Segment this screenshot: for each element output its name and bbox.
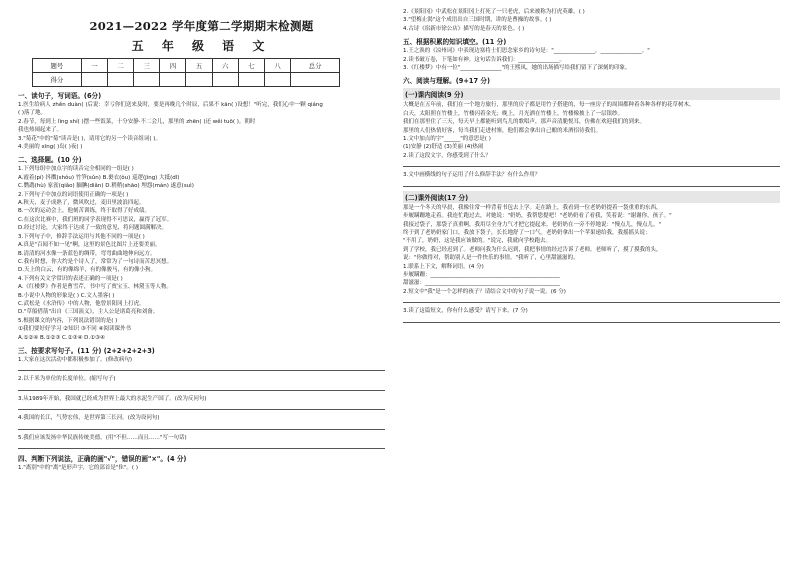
question-line: B.一次的运动会上，他刻苦训练，终于取得了好成绩。 — [18, 208, 151, 215]
question-line: 3."菊花"中的"菊"读音是( )，请用它的另一个读音组词( )。 — [18, 135, 161, 142]
question-line: 3.从1989年开始，我国就已经成为世界上最大的水泥生产国了。(改为反问句) — [18, 395, 207, 402]
score-cell: 题号 — [33, 59, 82, 73]
question-line: 甜滋滋：_________________________________________________ — [403, 280, 560, 287]
question-line: 2.读书破万卷，下笔如有神。这句话告诉我们：_______________。 — [403, 56, 565, 63]
question-line: C.武松是《水浒传》中的人物，他曾景阳冈上打虎。 — [18, 300, 145, 307]
section-heading: 一、读句子，写词语。(6分) — [18, 92, 102, 100]
question-line: B.小说中人物的形象是( ) C.文人墨客( ) — [18, 292, 115, 299]
score-blank[interactable] — [212, 73, 238, 87]
question-line: 1.下列每组中加点字的读音完全相同的一组是( ) — [18, 166, 134, 173]
answer-line[interactable] — [18, 448, 385, 449]
score-table-header-row — [33, 59, 340, 73]
score-table-score-row — [33, 73, 340, 87]
question-line: 1."离别"中的"离"是形声字，它的部首是"隹"。( ) — [18, 465, 138, 471]
question-line: 大概是在五年前，我们在一个地方旅行，那里的房子都是用竹子搭建的，每一座房子的周围都种着各种各样的花草树木。 — [403, 102, 695, 109]
subsection-heading: (一)课内阅读(9 分) — [403, 88, 780, 100]
score-cell: 三 — [134, 59, 160, 73]
answer-line[interactable] — [403, 166, 780, 167]
exam-title: 2021—2022 学年度第二学期期末检测题 — [89, 19, 314, 33]
question-line: ①我们要好好学习 ②知识 ③不同 ④阅读课外书 — [18, 326, 131, 333]
question-line: 1.联系上下文，解释词语。(4 分) — [403, 263, 484, 270]
score-blank[interactable] — [134, 73, 160, 87]
answer-line[interactable] — [18, 370, 385, 371]
question-line: B.清清的河水像一条蓝色的绸带，弯弯曲曲地伸向远方。 — [18, 250, 156, 257]
section-heading: 二、选择题。(10 分) — [18, 156, 82, 165]
question-line: 4.美丽的 xīng( )岛( )夜( ) — [18, 144, 83, 151]
question-line: 白天，太阳照在竹楼上，竹楼闪着金光；晚上，月光洒在竹楼上，竹楼像披上了一层银纱。 — [403, 110, 624, 117]
question-line: 4.古诗《宿新市徐公店》描写的是春天的景色。( ) — [403, 25, 525, 32]
question-line: 说："你做得对，帮助别人是一件快乐的事情。"我听了，心里甜滋滋的。 — [403, 255, 579, 262]
question-line: 3.读了这篇短文，你有什么感受？请写下来。(7 分) — [403, 308, 528, 315]
score-blank[interactable] — [160, 73, 186, 87]
question-line: A.霞着(pí) 抖擞(shǒu) 竹笋(sǔn) B.裹衣(ǒu) 巡逻(jìng) 大抵(dǐ) — [18, 174, 180, 181]
question-line: C.我有时想，你大约是个诗人了，常常为了一句诗而苦思冥想。 — [18, 258, 173, 265]
question-line: 5.我们应该发扬中华民族传统美德。(用"不但……而且……"写一句话) — [18, 434, 187, 441]
question-line: 1.文中加点的字"______"的意思是( ) — [403, 136, 491, 143]
question-line: 2.下列句子中加点的词语使用正确的一项是( ) — [18, 191, 129, 198]
score-cell: 六 — [212, 59, 238, 73]
question-line: (1)安静 (2)舒适 (3)美丽 (4)热闹 — [403, 144, 484, 151]
question-line: 那里的人们热情好客，每当我们走进村寨，他们都会拿出自己酿的米酒招待我们。 — [403, 127, 602, 134]
score-blank[interactable] — [238, 73, 264, 87]
question-line: 步履蹒跚地走着。我连忙跑过去，对她说："奶奶，我帮您提吧！"老奶奶看了看我，笑着说："谢谢你，孩子。" — [403, 213, 672, 220]
question-line: 3.《红楼梦》中有一位"_______________"的王熙凤，她的出场描写给我们留下了深刻的印象。 — [403, 65, 631, 72]
question-line: 2.春节，每到上 lìng shí( )摆一些饭菜，十分安静·不二会儿，那里的 zhēn( )还 wěi tuō( )。朝时 — [18, 118, 256, 125]
question-line: A.①②④ B.①②③ C.②③④ D.①③④ — [18, 334, 105, 341]
question-line: "不用了，奶奶，这是我应该做的。"说完，我就向学校跑去。 — [403, 238, 552, 245]
question-line: 我也热闹起来了。 — [18, 127, 63, 134]
question-line: ( )落了地。 — [18, 110, 47, 117]
score-table — [32, 58, 340, 87]
question-line: D."草船借箭"出自《三国演义》，主人公是诸葛亮和刘备。 — [18, 309, 159, 316]
question-line: 那是一个冬天的早晨，我像往常一样背着书包去上学。走在路上，我看到一位老奶奶提着一袋重重的东西， — [403, 204, 662, 211]
question-line: 1.医生给病人 zhěn duàn( )后说：幸亏你们送来及时，要是再晚几个时辰，后果不 kān( )设想！"听完，我们心中一颗 qiáng — [18, 102, 323, 108]
score-blank[interactable] — [186, 73, 212, 87]
question-line: 1.大家在这次活动中都积极参加了。(修改病句) — [18, 356, 133, 363]
answer-line[interactable] — [18, 429, 385, 430]
question-line: 3.文中画横线的句子运用了什么修辞手法？有什么作用？ — [403, 172, 541, 179]
score-cell: 八 — [265, 59, 291, 73]
score-label: 得分 — [33, 73, 82, 87]
section-heading: 六、阅读与理解。(9+17 分) — [403, 77, 490, 86]
right-question-body — [403, 8, 780, 323]
question-line: 2.《景阳冈》中武松在景阳冈上打死了一只老虎，后来被称为打虎英雄。( ) — [403, 9, 585, 15]
question-line: D.经过讨论，大家终于达成了一致的意见，将问题圆满解决。 — [18, 225, 167, 232]
question-line: 2.读了这段文字，你感受到了什么？ — [403, 152, 491, 159]
question-line: 我接过袋子，那袋子真重啊，我用尽全身力气才把它提起来。老奶奶在一旁不停地说："慢点儿，慢点儿。" — [403, 221, 662, 228]
question-line: A.真是"百闻不如一见"啊，这里的景色比图片上还要美丽。 — [18, 242, 161, 249]
left-question-body — [18, 90, 385, 472]
question-line: D.天上的白云，有的像绵羊，有的像骏马，有的像小狗。 — [18, 267, 156, 274]
score-cell: 四 — [160, 59, 186, 73]
question-line: C.鹦鹉(hù) 家雀(qiǎo) 腼腆(diǎn) D.稍稍(shāo) 埋怨(mán) 遂意(suì) — [18, 183, 194, 190]
section-heading: 四、判断下列说法，正确的画"√"，错误的画"×"。(4 分) — [18, 455, 187, 463]
question-line: A.《红楼梦》作者是曹雪芹，书中写了贾宝玉、林黛玉等人物。 — [18, 284, 172, 291]
score-cell: 七 — [238, 59, 264, 73]
score-blank[interactable] — [81, 73, 107, 87]
score-blank[interactable] — [265, 73, 291, 87]
score-cell: 二 — [107, 59, 133, 73]
question-line: 3.下列句子中，修辞手法运用与其他不同的一项是( ) — [18, 233, 145, 240]
answer-line[interactable] — [18, 409, 385, 410]
section-heading: 五、根据积累的知识填空。(11 分) — [403, 38, 507, 47]
question-line: 步履蹒跚：_______________________________________________ — [403, 271, 560, 278]
question-line: 终于到了老奶奶家门口，我放下袋子，长长地舒了一口气。老奶奶拿出一个苹果递给我，我摇摇头说： — [403, 229, 651, 236]
question-line: 到了学校，我已经迟到了。老师问我为什么迟到，我把事情的经过告诉了老师。老师听了，摸了摸我的头， — [403, 246, 662, 253]
question-line: A.秋天，麦子成熟了，微风吹过，麦田里波浪四起。 — [18, 200, 145, 207]
question-line: 5.根据课文的内容，下列说法错误的是( ) — [18, 317, 118, 324]
exam-subtitle: 五 年 级 语 文 — [131, 39, 272, 53]
right-column — [397, 0, 794, 562]
answer-line[interactable] — [403, 186, 780, 187]
score-cell: 五 — [186, 59, 212, 73]
subsection-heading: (二)课外阅读(17 分) — [403, 191, 780, 203]
score-blank[interactable] — [107, 73, 133, 87]
score-cell: 总分 — [291, 59, 340, 73]
answer-line[interactable] — [403, 302, 780, 303]
question-line: 1.王之涣的《凉州词》中表现边塞将士们思念家乡的诗句是："_______________，_______________。" — [403, 48, 650, 55]
score-cell: 一 — [81, 59, 107, 73]
answer-line[interactable] — [18, 390, 385, 391]
question-line: 2.短文中"我"是一个怎样的孩子？请结合文中的句子说一说。(6 分) — [403, 288, 566, 295]
answer-line[interactable] — [403, 322, 780, 323]
score-blank[interactable] — [291, 73, 340, 87]
question-line: 我们在那里住了三天，每天早上都能听到鸟儿的歌唱声，那声音清脆悦耳，仿佛在欢迎我们的到来。 — [403, 119, 646, 126]
question-line: C.在这次比赛中，我们班的同学表现得不可思议，赢得了冠军。 — [18, 216, 173, 223]
question-line: 2.以千米为单位的长度单位。(缩写句子) — [18, 376, 116, 383]
question-line: 4.下列有关文学常识的表述正确的一项是( ) — [18, 275, 123, 282]
question-line: 3."望梅止渴"这个成语出自三国时期，讲的是曹操的故事。( ) — [403, 17, 552, 24]
section-heading: 三、按要求写句子。(11 分) (2+2+2+2+3) — [18, 346, 155, 355]
question-line: 4.我国的长江，气势宏伟，是世界第三长河。(改为设问句) — [18, 415, 160, 422]
